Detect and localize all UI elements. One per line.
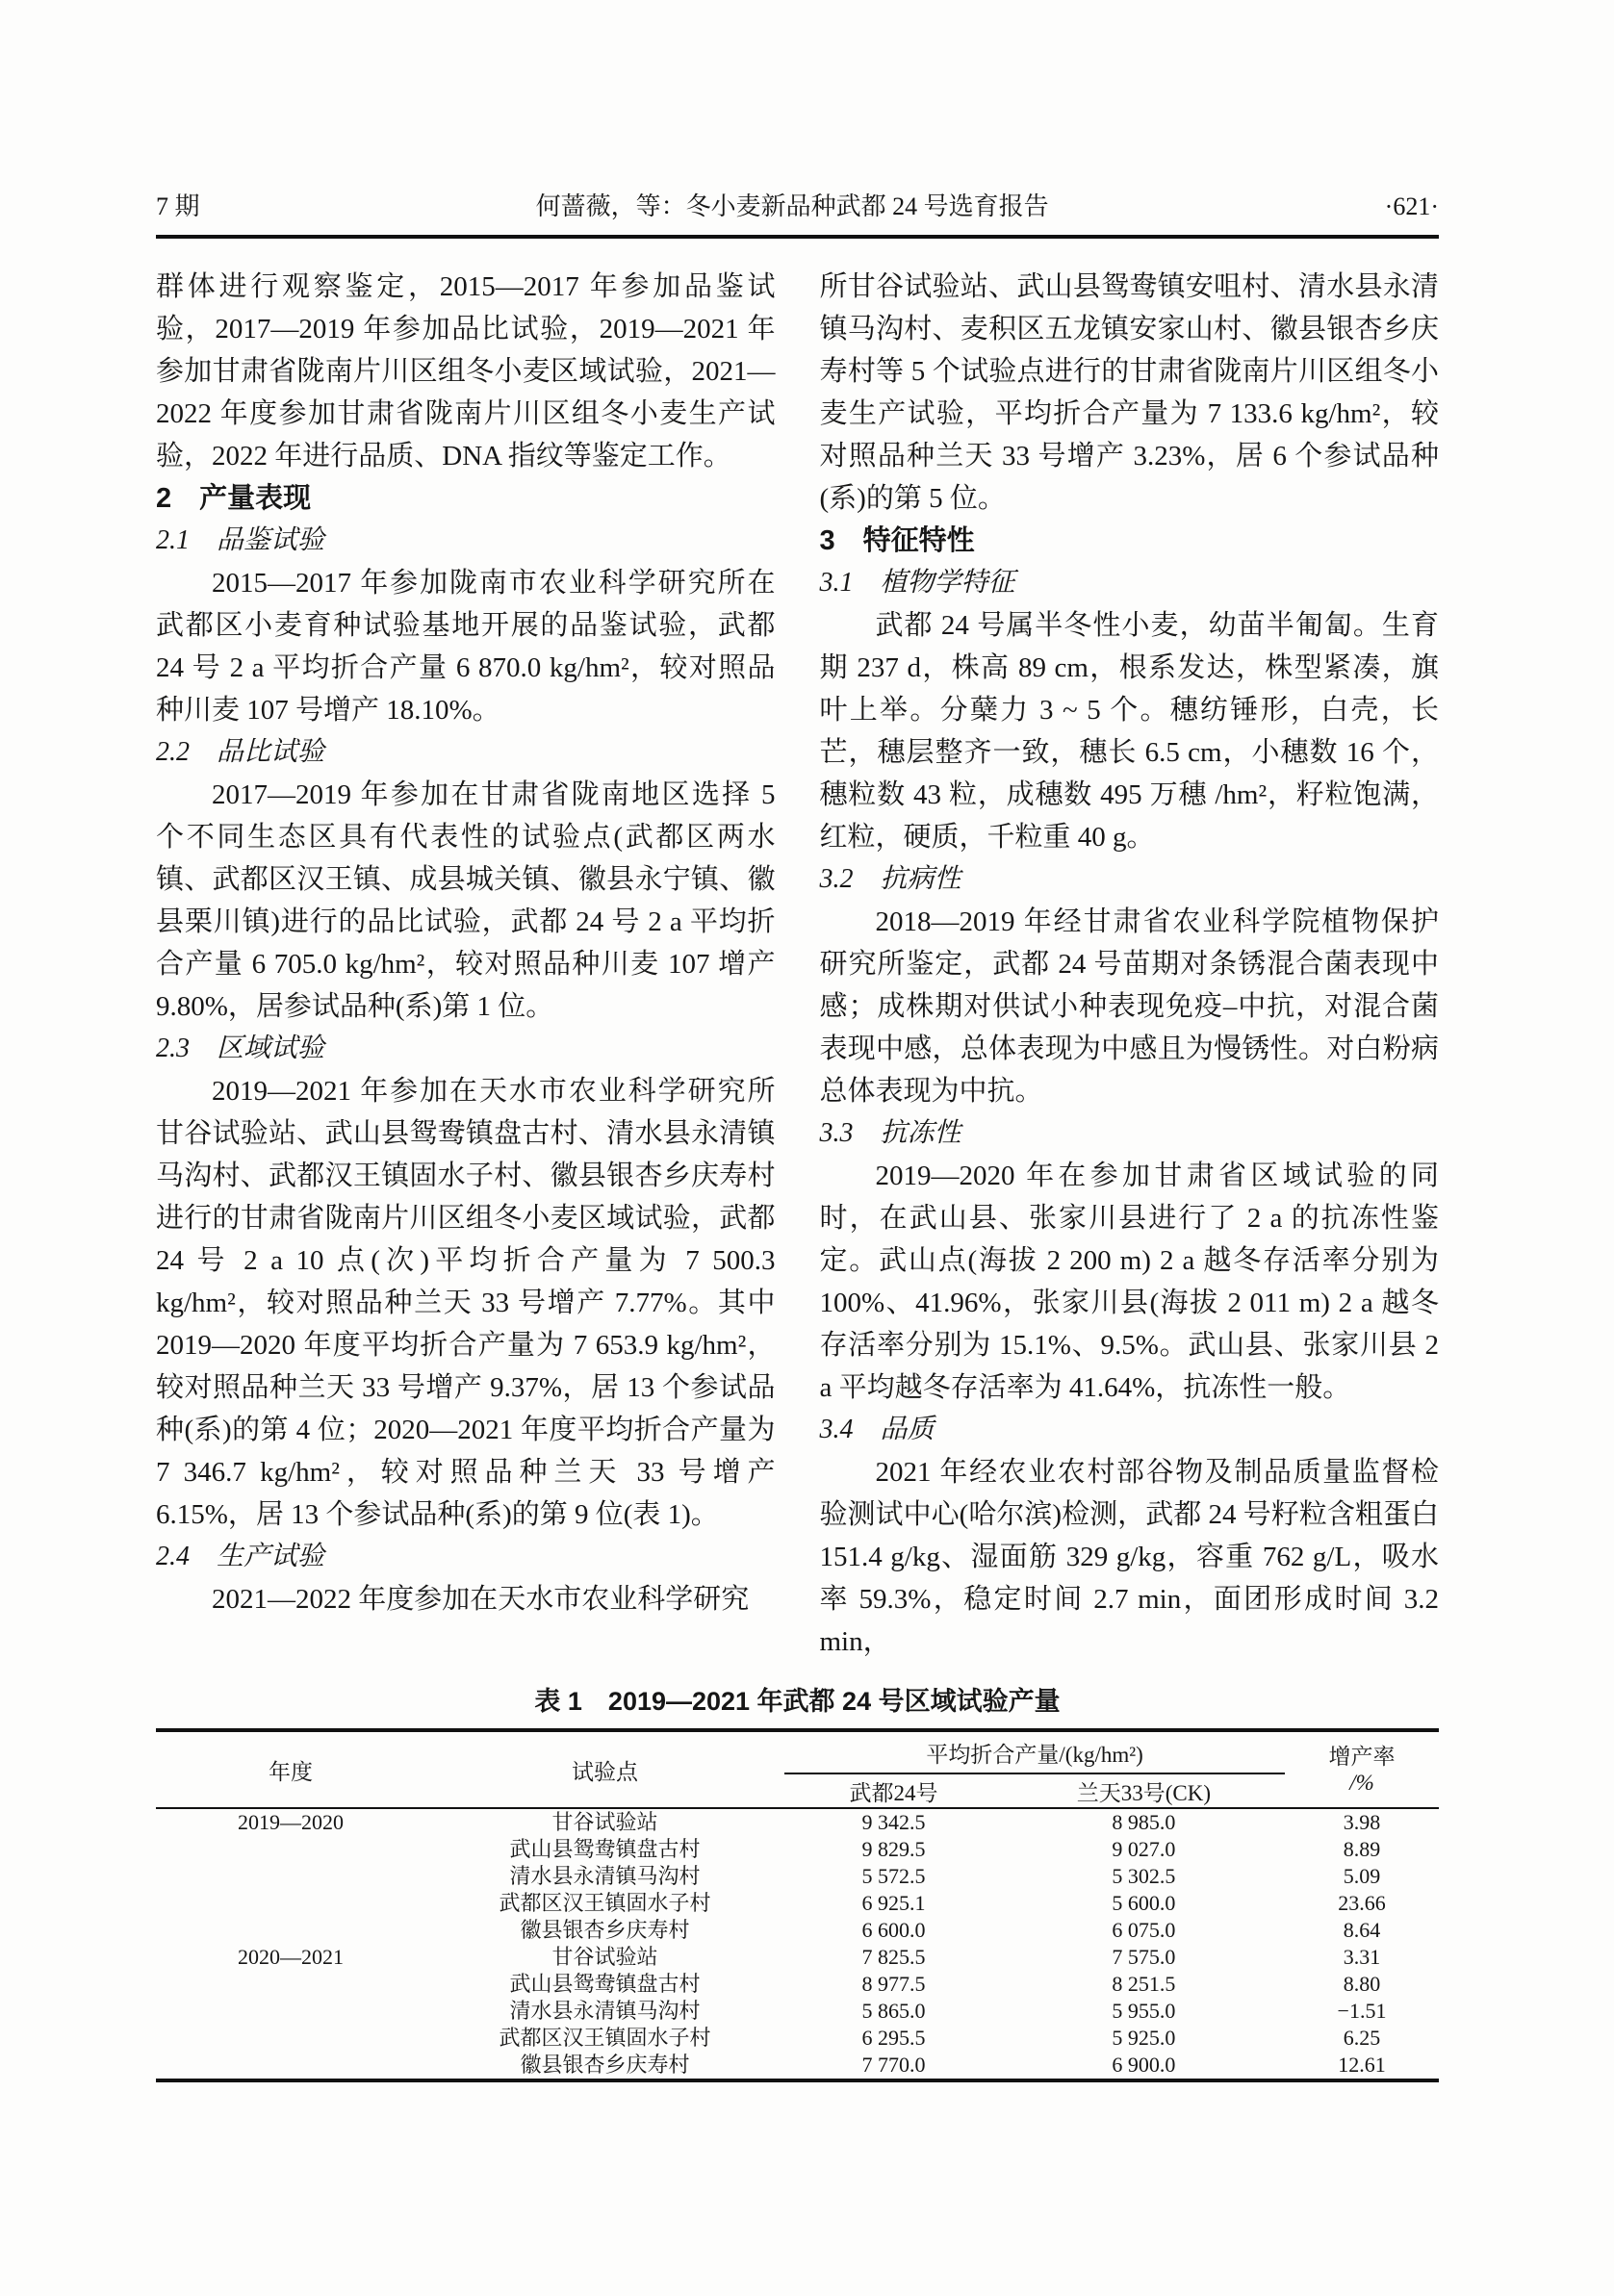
paragraph-production-trial-cont: 所甘谷试验站、武山县鸳鸯镇安咀村、清水县永清镇马沟村、麦积区五龙镇安家山村、徽县银杏乡庆寿村等 5 个试验点进行的甘肃省陇南片川区组冬小麦生产试验，平均折合产量为 7 133.6 kg/hm²，较对照品种兰天 33 号增产 3.23%，居 6 个参试品种(系)的第 5 位。 bbox=[819, 271, 1439, 514]
section-heading-yield: 2 产量表现 bbox=[156, 483, 312, 514]
cell-wudu: 9 342.5 bbox=[861, 1810, 926, 1834]
table-row bbox=[156, 1998, 1439, 2025]
header-rule bbox=[156, 235, 1439, 239]
cell-wudu: 6 600.0 bbox=[861, 1918, 926, 1942]
cell-rate: −1.51 bbox=[1337, 1999, 1387, 2023]
cell-site: 清水县永清镇马沟村 bbox=[509, 1999, 701, 2023]
cell-rate: 12.61 bbox=[1338, 2053, 1386, 2077]
body-columns bbox=[156, 266, 1439, 1663]
column-header-lantian33: 兰天33号(CK) bbox=[1003, 1773, 1285, 1808]
cell-year bbox=[156, 1890, 425, 1917]
table-row bbox=[156, 1944, 1439, 1971]
cell-site: 武山县鸳鸯镇盘古村 bbox=[509, 1972, 701, 1996]
running-head bbox=[156, 191, 1439, 223]
cell-year bbox=[156, 1863, 425, 1890]
cell-lantian: 6 900.0 bbox=[1112, 2053, 1176, 2077]
table-row bbox=[156, 1808, 1439, 1836]
cell-year: 2019—2020 bbox=[237, 1810, 344, 1834]
table-row bbox=[156, 1863, 1439, 1890]
subsection-heading-frost-resistance: 3.3 抗冻性 bbox=[819, 1118, 961, 1148]
paragraph-quality: 2021 年经农业农村部谷物及制品质量监督检验测试中心(哈尔滨)检测，武都 24 号籽粒含粗蛋白 151.4 g/kg、湿面筋 329 g/kg，容重 762 g/L，吸水率 59.3%，稳定时间 2.7 min，面团形成时间 3.2 min， bbox=[819, 1457, 1439, 1657]
column-header-rate bbox=[1285, 1730, 1439, 1808]
subsection-heading-production-trial: 2.4 生产试验 bbox=[156, 1542, 325, 1571]
running-title: 何蔷薇，等：冬小麦新品种武都 24 号选育报告 bbox=[535, 192, 1049, 220]
cell-lantian: 8 985.0 bbox=[1112, 1810, 1176, 1834]
paragraph-taste-trial: 2015—2017 年参加陇南市农业科学研究所在武都区小麦育种试验基地开展的品鉴试验，武都 24 号 2 a 平均折合产量 6 870.0 kg/hm²，较对照品种川麦 107 号增产 18.10%。 bbox=[156, 568, 776, 726]
page-number: ·621· bbox=[1384, 192, 1439, 220]
paragraph-comparison-trial: 2017—2019 年参加在甘肃省陇南地区选择 5 个不同生态区具有代表性的试验点(武都区两水镇、武都区汉王镇、成县城关镇、徽县永宁镇、徽县栗川镇)进行的品比试验，武都 24 号 2 a 平均折合产量 6 705.0 kg/hm²，较对照品种川麦 107 增产 9.80%，居参试品种(系)第 1 位。 bbox=[156, 779, 776, 1022]
cell-year: 2020—2021 bbox=[237, 1945, 344, 1969]
cell-site: 武都区汉王镇固水子村 bbox=[499, 2026, 711, 2050]
subsection-heading-disease-resistance: 3.2 抗病性 bbox=[819, 864, 961, 894]
cell-lantian: 5 302.5 bbox=[1112, 1864, 1176, 1888]
cell-lantian: 5 955.0 bbox=[1112, 1999, 1176, 2023]
table-header bbox=[156, 1730, 1439, 1808]
cell-lantian: 5 925.0 bbox=[1112, 2026, 1176, 2050]
cell-lantian: 8 251.5 bbox=[1112, 1972, 1176, 1996]
cell-wudu: 7 770.0 bbox=[861, 2053, 926, 2077]
column-header-wudu24: 武都24号 bbox=[784, 1773, 1003, 1808]
cell-wudu: 7 825.5 bbox=[861, 1945, 926, 1969]
table-row bbox=[156, 1971, 1439, 1998]
table-row bbox=[156, 2052, 1439, 2080]
issue-number: 7 期 bbox=[156, 192, 200, 220]
table-row bbox=[156, 1917, 1439, 1944]
cell-wudu: 8 977.5 bbox=[861, 1972, 926, 1996]
left-column bbox=[156, 266, 776, 1663]
cell-year bbox=[156, 1917, 425, 1944]
cell-site: 徽县银杏乡庆寿村 bbox=[520, 1918, 690, 1942]
column-header-site: 试验点 bbox=[425, 1730, 784, 1808]
subsection-heading-taste-trial: 2.1 品鉴试验 bbox=[156, 525, 325, 555]
cell-rate: 23.66 bbox=[1338, 1891, 1386, 1915]
cell-rate: 8.89 bbox=[1343, 1837, 1381, 1861]
cell-year bbox=[156, 1998, 425, 2025]
cell-wudu: 6 295.5 bbox=[861, 2026, 926, 2050]
cell-rate: 3.31 bbox=[1343, 1945, 1381, 1969]
column-header-avg-yield: 平均折合产量/(kg/hm²) bbox=[784, 1730, 1285, 1773]
cell-site: 徽县银杏乡庆寿村 bbox=[520, 2053, 690, 2077]
table-row bbox=[156, 2025, 1439, 2052]
cell-rate: 3.98 bbox=[1343, 1810, 1381, 1834]
cell-rate: 6.25 bbox=[1343, 2026, 1381, 2050]
right-column bbox=[820, 266, 1440, 1663]
cell-wudu: 6 925.1 bbox=[861, 1891, 926, 1915]
column-header-rate-unit: /% bbox=[1349, 1771, 1374, 1795]
paragraph-botany: 武都 24 号属半冬性小麦，幼苗半匍匐。生育期 237 d，株高 89 cm，根系发达，株型紧凑，旗叶上举。分蘖力 3 ~ 5 个。穗纺锤形，白壳，长芒，穗层整齐一致，穗长 6.5 cm，小穗数 16 个，穗粒数 43 粒，成穗数 495 万穗 /hm²，籽粒饱满，红粒，硬质，千粒重 40 g。 bbox=[819, 610, 1439, 853]
table-row bbox=[156, 1836, 1439, 1863]
subsection-heading-regional-trial: 2.3 区域试验 bbox=[156, 1033, 325, 1063]
cell-rate: 5.09 bbox=[1343, 1864, 1381, 1888]
cell-wudu: 5 572.5 bbox=[861, 1864, 926, 1888]
cell-site: 甘谷试验站 bbox=[551, 1945, 658, 1969]
paragraph-breeding-history: 群体进行观察鉴定，2015—2017 年参加品鉴试验，2017—2019 年参加品比试验，2019—2021 年参加甘肃省陇南片川区组冬小麦区域试验，2021—2022 年度参加甘肃省陇南片川区组冬小麦生产试验，2022 年进行品质、DNA 指纹等鉴定工作。 bbox=[156, 271, 776, 472]
column-header-rate-label: 增产率 bbox=[1328, 1745, 1396, 1769]
cell-lantian: 5 600.0 bbox=[1112, 1891, 1176, 1915]
cell-site: 甘谷试验站 bbox=[551, 1810, 658, 1834]
subsection-heading-comparison-trial: 2.2 品比试验 bbox=[156, 737, 325, 767]
paragraph-disease-resistance: 2018—2019 年经甘肃省农业科学院植物保护研究所鉴定，武都 24 号苗期对条锈混合菌表现中感；成株期对供试小种表现免疫–中抗，对混合菌表现中感，总体表现为中感且为慢锈性。对白粉病总体表现为中抗。 bbox=[819, 906, 1439, 1107]
paragraph-regional-trial: 2019—2021 年参加在天水市农业科学研究所甘谷试验站、武山县鸳鸯镇盘古村、清水县永清镇马沟村、武都汉王镇固水子村、徽县银杏乡庆寿村进行的甘肃省陇南片川区组冬小麦区域试验，武都 24 号 2 a 10 点(次)平均折合产量为 7 500.3 kg/hm²，较对照品种兰天 33 号增产 7.77%。其中 2019—2020 年度平均折合产量为 7 653.9 kg/hm²，较对照品种兰天 33 号增产 9.37%，居 13 个参试品种(系)的第 4 位；2020—2021 年度平均折合产量为 7 346.7 kg/hm²，较对照品种兰天 33 号增产 6.15%，居 13 个参试品种(系)的第 9 位(表 1)。 bbox=[156, 1076, 776, 1530]
cell-rate: 8.80 bbox=[1343, 1972, 1381, 1996]
column-header-year: 年度 bbox=[156, 1730, 425, 1808]
cell-site: 清水县永清镇马沟村 bbox=[509, 1864, 701, 1888]
table-row bbox=[156, 1890, 1439, 1917]
paragraph-production-trial-start: 2021—2022 年度参加在天水市农业科学研究 bbox=[212, 1584, 750, 1615]
subsection-heading-quality: 3.4 品质 bbox=[819, 1415, 935, 1444]
cell-wudu: 9 829.5 bbox=[861, 1837, 926, 1861]
cell-wudu: 5 865.0 bbox=[861, 1999, 926, 2023]
cell-year bbox=[156, 1836, 425, 1863]
cell-year bbox=[156, 2025, 425, 2052]
table-body bbox=[156, 1808, 1439, 2080]
regional-trial-yield-table bbox=[156, 1728, 1439, 2082]
cell-year bbox=[156, 2052, 425, 2080]
cell-lantian: 6 075.0 bbox=[1112, 1918, 1176, 1942]
cell-site: 武都区汉王镇固水子村 bbox=[499, 1891, 711, 1915]
section-heading-traits: 3 特征特性 bbox=[819, 525, 975, 556]
paragraph-frost-resistance: 2019—2020 年在参加甘肃省区域试验的同时，在武山县、张家川县进行了 2 a 的抗冻性鉴定。武山点(海拔 2 200 m) 2 a 越冬存活率分别为 100%、41.96%，张家川县(海拔 2 011 m) 2 a 越冬存活率分别为 15.1%、9.5%。武山县、张家川县 2 a 平均越冬存活率为 41.64%，抗冻性一般。 bbox=[819, 1161, 1439, 1403]
cell-rate: 8.64 bbox=[1343, 1918, 1381, 1942]
cell-year bbox=[156, 1971, 425, 1998]
cell-lantian: 7 575.0 bbox=[1112, 1945, 1176, 1969]
cell-lantian: 9 027.0 bbox=[1112, 1837, 1176, 1861]
subsection-heading-botany: 3.1 植物学特征 bbox=[819, 568, 1015, 598]
table-caption: 表 1 2019—2021 年武都 24 号区域试验产量 bbox=[534, 1687, 1061, 1716]
cell-site: 武山县鸳鸯镇盘古村 bbox=[509, 1837, 701, 1861]
